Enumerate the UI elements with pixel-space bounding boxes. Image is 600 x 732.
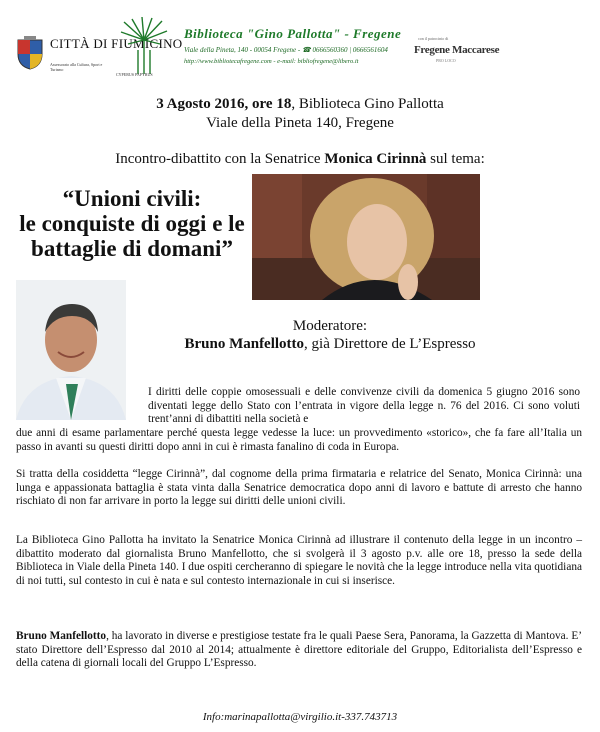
paragraph-3: La Biblioteca Gino Pallotta ha invitato la Senatrice Monica Cirinnà ad illustrare il contenuto della legge in un incontro – dibattito moderato dal giornalista Bruno Manfellotto, che si svolgerà il 3 agosto p.v. alle ore 18, presso la sede della Biblioteca in Viale della Pineta 140. I due ospiti cercheranno di spiegare le novità che la legge introduce nella vita quotidiana di noi tutti, sul contesto in cui è nata e sul contesto internazionale in cui si inserisce. bbox=[16, 534, 582, 587]
intro-text: Incontro-dibattito con la Senatrice bbox=[115, 151, 325, 167]
library-title: Biblioteca "Gino Pallotta" - Fregene bbox=[184, 26, 402, 41]
title-line-1: “Unioni civili: bbox=[62, 186, 202, 211]
paragraph-4 bbox=[16, 630, 582, 671]
intro-suffix: sul tema: bbox=[426, 151, 485, 167]
speaker-photo bbox=[252, 174, 480, 300]
event-venue: , Biblioteca Gino Pallotta bbox=[291, 96, 444, 112]
moderator-photo bbox=[16, 280, 126, 420]
event-address: Viale della Pineta 140, Fregene bbox=[206, 115, 394, 131]
partner-logo-text: Fregene Maccarese bbox=[414, 44, 500, 56]
partner-caption: con il patrocinio di bbox=[418, 36, 449, 41]
library-web: http://www.bibliotecafregene.com - e-mail: bibliofregene@libero.it bbox=[184, 58, 359, 65]
event-date-line bbox=[0, 96, 600, 113]
paragraph-2: Si tratta della cosiddetta “legge Cirinnà”, dal cognome della prima firmataria e relatrice del Senato, Monica Cirinnà: una lunga e appassionata battaglia è stata vinta dalla Senatrice democratica dopo anni di lavoro e battute di arresto che hanno rischiato di non far arrivare in porto la legge sui diritti delle unioni civili. bbox=[16, 468, 582, 508]
bio-name: Bruno Manfellotto bbox=[16, 630, 107, 642]
bio-text: , ha lavorato in diverse e prestigiose testate fra le quali Paese Sera, Panorama, la Gazzetta di Mantova. E’ stato Direttore dell’Espresso dal 2010 al 2014; attualmente è direttore editoriale del Gruppo, Editorialista dell’Espresso e della catena di giornali locali del Gruppo L’Espresso. bbox=[16, 630, 582, 670]
paragraph-1-start: I diritti delle coppie omosessuali e delle convivenze civili da domenica 5 giugno 2016 sono diventati legge dello Stato con l’entrata in vigore della legge n. 76 del 2016. Ci sono voluti trent’anni di dibattiti nella società e bbox=[148, 386, 580, 426]
event-intro bbox=[0, 151, 600, 168]
event-title bbox=[14, 186, 250, 261]
city-subtitle: Assessorato alla Cultura, Sport e Turismo bbox=[50, 62, 103, 72]
paragraph-1-end: due anni di esame parlamentare perché questa legge vedesse la luce: un provvedimento «storico», che fa fare all’Italia un passo in avanti su questi diritti dopo anni in cui è rimasta fanalino di coda in Europa. bbox=[16, 427, 582, 453]
moderator-label: Moderatore: bbox=[292, 318, 368, 334]
moderator-role: , già Direttore de L’Espresso bbox=[304, 336, 476, 352]
title-line-2: le conquiste di oggi e le bbox=[19, 211, 245, 236]
tree-caption: CYPERUS PAPYRUS bbox=[116, 72, 153, 77]
contact-info: Info:marinapallotta@virgilio.it-337.743713 bbox=[202, 711, 398, 723]
event-date: 3 Agosto 2016, ore 18 bbox=[156, 96, 292, 112]
library-address: Viale della Pineta, 140 - 00054 Fregene - ☎ 0666560360 | 0666561604 bbox=[184, 46, 388, 54]
speaker-name: Monica Cirinnà bbox=[324, 151, 427, 167]
moderator-name: Bruno Manfellotto bbox=[184, 336, 305, 352]
papyrus-tree-logo bbox=[118, 16, 170, 78]
partner-subtitle: PRO LOCO bbox=[436, 58, 456, 63]
moderator-line bbox=[120, 336, 540, 353]
title-line-3: battaglie di domani” bbox=[31, 236, 233, 261]
fiumicino-crest-logo bbox=[16, 36, 44, 70]
city-name: CITTÀ DI FIUMICINO bbox=[50, 36, 183, 51]
